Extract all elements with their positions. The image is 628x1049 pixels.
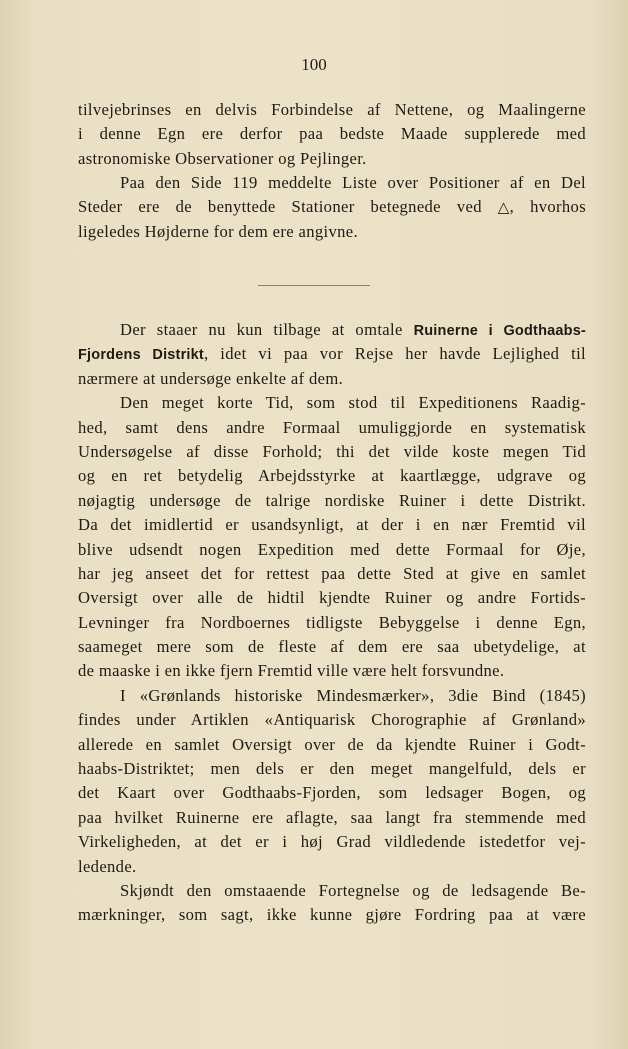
text-line: Skjøndt den omstaaende Fortegnelse og de ledsagende Be-	[120, 880, 586, 900]
bold-heading: Fjordens Distrikt	[78, 347, 204, 364]
triangle-symbol: △	[497, 198, 510, 217]
text-line: I «Grønlands historiske Mindesmærker», 3die Bind (1845)	[120, 685, 586, 705]
text-line: Paa den Side 119 meddelte Liste over Positioner af en Del	[120, 173, 586, 192]
text-line: har jeg anseet det for rettest paa dette Sted at give en samlet	[78, 563, 586, 583]
text-line: i denne Egn ere derfor paa bedste Maade supplerede med	[78, 124, 586, 144]
text-line	[78, 342, 586, 366]
text-line: astronomiske Observationer og Pejlinger.	[78, 148, 367, 168]
text-line: haabs-Distriktet; men dels er den meget mangelfuld, dels er	[78, 759, 586, 779]
section-divider	[258, 285, 370, 286]
text-line: Levninger fra Nordboernes tidligste Bebyggelse i denne Egn,	[78, 612, 586, 632]
text-line: Undersøgelse af disse Forhold; thi det vilde koste megen Tid	[78, 441, 586, 461]
text-fragment: Der staaer nu kun tilbage at omtale	[120, 320, 403, 339]
page-number: 100	[301, 55, 327, 74]
text-line: Da det imidlertid er usandsynligt, at der i en nær Fremtid vil	[78, 515, 586, 535]
text-line	[78, 195, 586, 219]
text-line	[78, 318, 586, 342]
text-line: ligeledes Højderne for dem ere angivne.	[78, 221, 358, 241]
text-line: paa hvilket Ruinerne ere aflagte, saa langt fra stemmende med	[78, 807, 586, 827]
text-line: findes under Artiklen «Antiquarisk Chorographie af Grønland»	[78, 710, 586, 730]
text-line: Oversigt over alle de hidtil kjendte Ruiner og andre Fortids-	[78, 588, 586, 608]
text-line: Den meget korte Tid, som stod til Expeditionens Raadig-	[120, 393, 586, 413]
text-fragment: Steder ere de benyttede Stationer betegnede ved	[78, 197, 482, 217]
text-line: det Kaart over Godthaabs-Fjorden, som ledsager Bogen, og	[78, 783, 586, 803]
text-line: de maaske i en ikke fjern Fremtid ville være helt forsvundne.	[78, 661, 505, 681]
text-fragment: , idet vi paa vor Rejse her havde Lejlighed til	[203, 344, 586, 364]
text-line: Virkeligheden, at det er i høj Grad vildledende istedetfor vej-	[78, 832, 586, 852]
text-line: ledende.	[78, 856, 137, 876]
paragraph-surveying	[78, 98, 586, 171]
text-line: blive udsendt nogen Expedition med dette Formaal for Øje,	[78, 539, 586, 559]
text-line: nærmere at undersøge enkelte af dem.	[78, 368, 344, 388]
text-line: og en ret betydelig Arbejdsstyrke at kaartlægge, udgrave og	[78, 466, 586, 486]
text-fragment: , hvorhos	[509, 197, 587, 217]
bold-heading: Ruinerne i Godthaabs-	[413, 323, 587, 339]
text-line: mærkninger, som sagt, ikke kunne gjøre Fordring paa at være	[78, 905, 586, 925]
text-line: tilvejebrinses en delvis Forbindelse af Nettene, og Maalingerne	[78, 100, 586, 119]
text-line: saameget mere som de fleste af dem ere saa ubetydelige, at	[78, 637, 586, 657]
text-line: hed, samt dens andre Formaal umuliggjorde en systematisk	[78, 417, 586, 437]
section-ruins	[78, 318, 586, 928]
paragraph-positions-list	[78, 171, 586, 244]
text-line: allerede en samlet Oversigt over de da kjendte Ruiner i Godt-	[78, 734, 586, 754]
text-line: nøjagtig undersøge de talrige nordiske Ruiner i dette Distrikt.	[78, 490, 586, 510]
